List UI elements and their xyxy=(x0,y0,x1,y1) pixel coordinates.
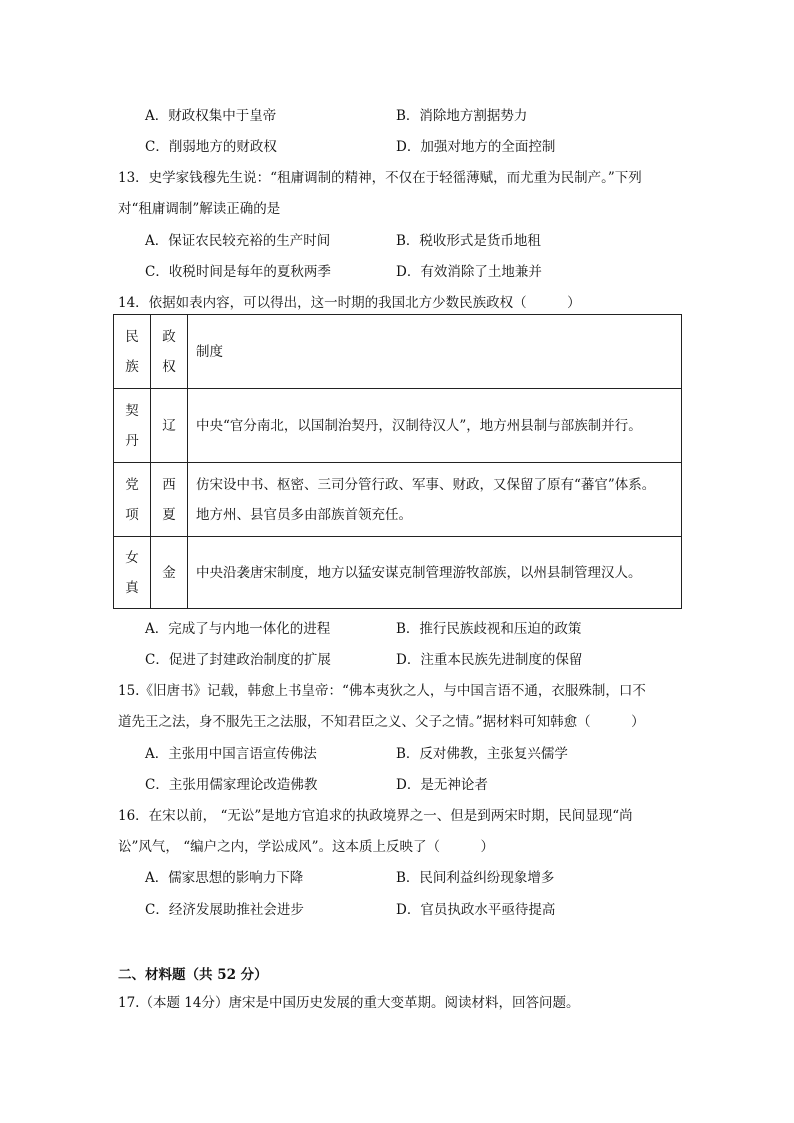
q12-option-d: D．加强对地方的全面控制 xyxy=(396,139,556,155)
regime-cell: 辽 xyxy=(151,389,188,463)
q13-option-d: D．有效消除了土地兼并 xyxy=(396,264,542,280)
table-row xyxy=(114,537,682,609)
q14-option-d: D．注重本民族先进制度的保留 xyxy=(396,652,583,668)
ethnic-cell: 女 真 xyxy=(114,537,151,609)
q13-stem-line1: 13．史学家钱穆先生说：“租庸调制的精神，不仅在于轻徭薄赋，而尤重为民制产。”下列 xyxy=(118,170,642,186)
regime-cell: 西 夏 xyxy=(151,463,188,537)
q16-option-a: A．儒家思想的影响力下降 xyxy=(145,870,304,886)
q13-stem-line2: 对“租庸调制”解读正确的是 xyxy=(118,201,281,217)
q14-option-a: A．完成了与内地一体化的进程 xyxy=(145,621,331,637)
ethnic-cell: 党 项 xyxy=(114,463,151,537)
system-cell: 仿宋设中书、枢密、三司分管行政、军事、财政，又保留了原有“蕃官”体系。 地方州、县官员多由部族首领充任。 xyxy=(188,463,682,537)
q16-option-d: D．官员执政水平亟待提高 xyxy=(396,902,556,918)
table-row xyxy=(114,463,682,537)
header-regime-cell: 政 权 xyxy=(151,315,188,389)
q15-stem-line1: 15.《旧唐书》记载，韩愈上书皇帝：“佛本夷狄之人，与中国言语不通，衣服殊制，口不 xyxy=(118,683,646,699)
q14-option-b: B．推行民族歧视和压迫的政策 xyxy=(396,621,582,637)
q15-stem-line2: 道先王之法，身不服先王之法服，不知君臣之义、父子之情。”据材料可知韩愈（ ） xyxy=(118,714,645,730)
q12-option-a: A．财政权集中于皇帝 xyxy=(145,108,277,124)
q13-option-b: B．税收形式是货币地租 xyxy=(396,233,541,249)
q13-option-c: C．收税时间是每年的夏秋两季 xyxy=(145,264,331,280)
header-ethnic-cell: 民 族 xyxy=(114,315,151,389)
q17-stem: 17.（本题 14分）唐宋是中国历史发展的重大变革期。阅读材料，回答问题。 xyxy=(118,995,580,1011)
system-cell: 中央“官分南北，以国制治契丹，汉制待汉人”，地方州县制与部族制并行。 xyxy=(188,389,682,463)
q12-option-c: C．削弱地方的财政权 xyxy=(145,139,277,155)
q15-option-b: B．反对佛教，主张复兴儒学 xyxy=(396,746,568,762)
section-title: 二、材料题（共 52 分） xyxy=(118,967,268,983)
header-system-cell: 制度 xyxy=(188,315,682,389)
q15-option-a: A．主张用中国言语宣传佛法 xyxy=(145,746,317,762)
q15-option-d: D．是无神论者 xyxy=(396,777,488,793)
regime-system-table xyxy=(113,314,682,609)
table-row xyxy=(114,389,682,463)
q14-option-c: C．促进了封建政治制度的扩展 xyxy=(145,652,331,668)
q16-option-b: B．民间利益纠纷现象增多 xyxy=(396,870,555,886)
q15-option-c: C．主张用儒家理论改造佛教 xyxy=(145,777,318,793)
regime-cell: 金 xyxy=(151,537,188,609)
table-header-row xyxy=(114,315,682,389)
system-cell: 中央沿袭唐宋制度，地方以猛安谋克制管理游牧部族，以州县制管理汉人。 xyxy=(188,537,682,609)
q16-stem-line2: 讼”风气， “编户之内，学讼成风”。这本质上反映了（ ） xyxy=(118,839,494,855)
ethnic-cell: 契 丹 xyxy=(114,389,151,463)
q16-stem-line1: 16．在宋以前， “无讼”是地方官追求的执政境界之一、但是到两宋时期，民间显现“尚 xyxy=(118,808,633,824)
q14-stem: 14．依据如表内容，可以得出，这一时期的我国北方少数民族政权（ ） xyxy=(118,295,581,311)
q16-option-c: C．经济发展助推社会进步 xyxy=(145,902,304,918)
q12-option-b: B．消除地方割据势力 xyxy=(396,108,528,124)
q13-option-a: A．保证农民较充裕的生产时间 xyxy=(145,233,331,249)
